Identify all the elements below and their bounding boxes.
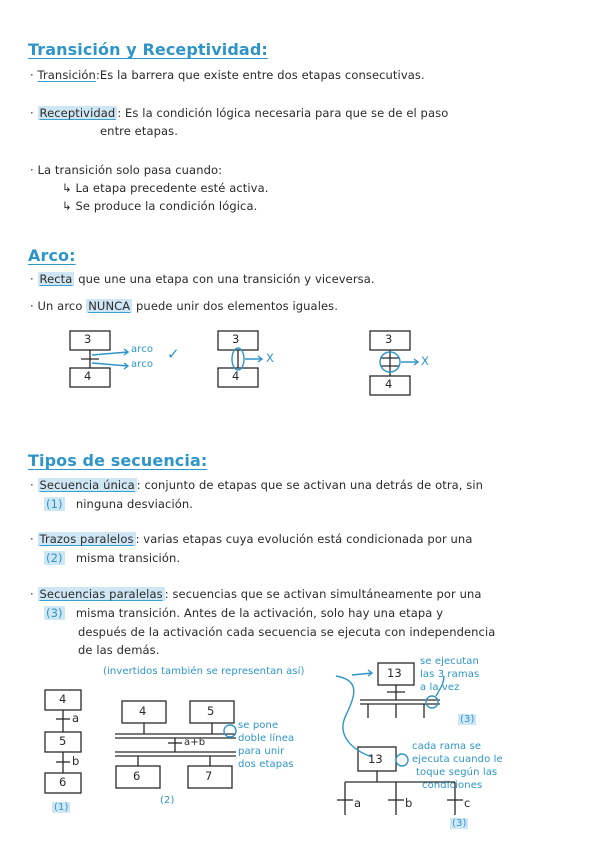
bullet-recta: · Recta que une una etapa con una transición y viceversa. <box>30 272 375 286</box>
diag1-label: (1) <box>54 802 69 813</box>
d2-bottom-label: 4 <box>232 369 240 383</box>
diag3-t2: b <box>405 796 413 810</box>
diag2-t: a+b <box>184 737 206 748</box>
text-trazos-2: misma transición. <box>75 551 181 565</box>
d1-arco-label-a: arco <box>131 344 154 355</box>
d2-top-label: 3 <box>232 332 240 346</box>
sub-bullet-2-text: Se produce la condición lógica. <box>75 199 258 213</box>
diag3-label-a: (3) <box>460 714 475 725</box>
diag2-e3: 6 <box>133 769 141 783</box>
term-transicion: Transición <box>37 68 96 82</box>
term-nunca: NUNCA <box>88 299 131 313</box>
diag2-note-4: dos etapas <box>238 759 294 770</box>
text-nunca: puede unir dos elementos iguales. <box>136 299 339 313</box>
note-invertidos: (invertidos también se representan así) <box>103 666 305 677</box>
diag1-t1: a <box>72 711 80 725</box>
term-secuencias-paralelas: Secuencias paralelas <box>39 587 163 601</box>
d1-arco-label-b: arco <box>131 359 154 370</box>
text-receptividad: : Es la condición lógica necesaria para que se de el paso <box>117 106 449 120</box>
diag3-note-a3: a la vez <box>420 682 460 693</box>
d1-top-label: 3 <box>84 332 92 346</box>
diag3-note-b4: condiciones <box>422 780 483 791</box>
term-secuencia-unica: Secuencia única <box>39 478 135 492</box>
diag1-e1: 4 <box>59 692 67 706</box>
diag3-note-a1: se ejecutan <box>420 656 479 667</box>
bullet-secuencias-paralelas: · Secuencias paralelas : secuencias que se activan simultáneamente por una <box>30 587 482 601</box>
text-secuencia-unica-2: ninguna desviación. <box>75 497 194 511</box>
num-1: (1) <box>46 497 63 511</box>
num-2: (2) <box>46 551 63 565</box>
diag2-e2: 5 <box>207 704 215 718</box>
diag1-e2: 5 <box>59 734 67 748</box>
d1-bottom-label: 4 <box>84 369 92 383</box>
diag3-note-b2: ejecuta cuando le <box>412 754 503 765</box>
diag3-bottom-step: 13 <box>368 752 383 766</box>
d3-bottom-label: 4 <box>385 377 393 391</box>
diag2-note-3: para unir <box>238 746 285 757</box>
text-secuencia-unica: : conjunto de etapas que se activan una detrás de otra, sin <box>136 478 484 492</box>
term-recta: Recta <box>39 272 73 286</box>
diag1-e3: 6 <box>59 775 67 789</box>
text-sp-2: misma transición. Antes de la activación, solo hay una etapa y <box>75 606 444 620</box>
check-icon: ✓ <box>167 345 180 363</box>
num-3: (3) <box>46 606 63 620</box>
bullet-transicion-pasa: · La transición solo pasa cuando: <box>30 163 223 177</box>
sub-bullet-1: ↳ La etapa precedente esté activa. <box>62 181 269 195</box>
d3-cross-icon: X <box>421 354 429 368</box>
diag3-note-b3: toque según las <box>416 767 498 778</box>
diag3-note-a2: las 3 ramas <box>420 669 480 680</box>
text-sp-4: de las demás. <box>78 643 160 657</box>
diag2-e1: 4 <box>139 704 147 718</box>
d3-top-label: 3 <box>385 332 393 346</box>
diag3-note-b1: cada rama se <box>412 741 482 752</box>
bullet-receptividad: · Receptividad : Es la condición lógica necesaria para que se de el paso <box>30 106 449 120</box>
text-transicion-pasa: La transición solo pasa cuando: <box>37 163 223 177</box>
text-receptividad-2: entre etapas. <box>100 124 179 138</box>
d2-cross-icon: X <box>266 351 274 365</box>
sub-bullet-2: ↳ Se produce la condición lógica. <box>62 199 258 213</box>
section-title-arco: Arco: <box>28 246 76 265</box>
bullet-trazos-paralelos: · Trazos paralelos : varias etapas cuya evolución está condicionada por una <box>30 532 473 546</box>
text-un-arco: Un arco <box>37 299 83 313</box>
text-secuencias-paralelas: : secuencias que se activan simultáneamente por una <box>164 587 482 601</box>
bullet-transicion: · Transición:Es la barrera que existe entre dos etapas consecutivas. <box>30 68 425 82</box>
term-trazos-paralelos: Trazos paralelos <box>39 532 134 546</box>
text-trazos-paralelos: : varias etapas cuya evolución está condicionada por una <box>135 532 473 546</box>
diag3-t1: a <box>354 796 362 810</box>
bullet-nunca: · Un arco NUNCA puede unir dos elementos iguales. <box>30 299 339 313</box>
diag3-label-b: (3) <box>452 818 467 829</box>
section-title-tipos: Tipos de secuencia: <box>28 451 208 470</box>
sub-bullet-1-text: La etapa precedente esté activa. <box>75 181 269 195</box>
diag3-top-step: 13 <box>387 666 402 680</box>
section-title-transicion: Transición y Receptividad: <box>28 40 268 59</box>
text-sp-3: después de la activación cada secuencia se ejecuta con independencia <box>78 625 496 639</box>
diag2-note-2: doble línea <box>238 733 295 744</box>
diag3-t3: c <box>464 796 471 810</box>
diag2-label: (2) <box>160 795 175 806</box>
term-receptividad: Receptividad <box>39 106 116 120</box>
text-transicion: :Es la barrera que existe entre dos etapas consecutivas. <box>95 68 425 82</box>
text-recta: que une una etapa con una transición y viceversa. <box>78 272 375 286</box>
diag2-note-1: se pone <box>238 720 279 731</box>
diag2-e4: 7 <box>205 769 213 783</box>
bullet-secuencia-unica: · Secuencia única : conjunto de etapas que se activan una detrás de otra, sin <box>30 478 484 492</box>
diag1-t2: b <box>72 754 80 768</box>
